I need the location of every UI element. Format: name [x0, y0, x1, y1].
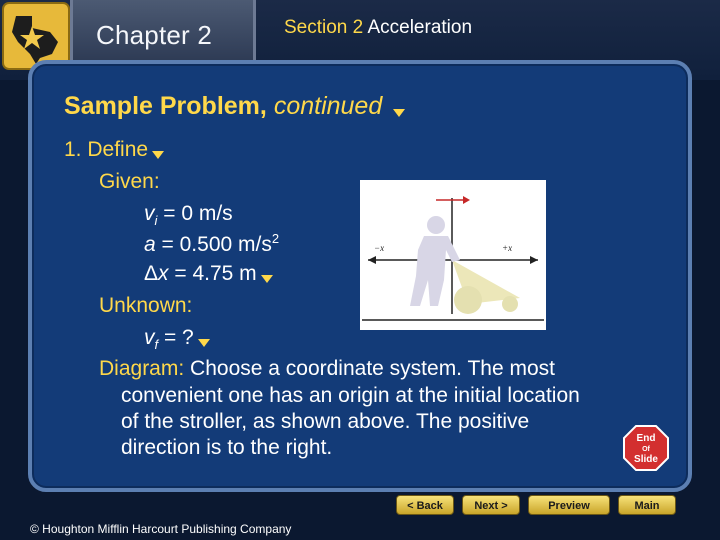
section-prefix: Section 2: [284, 17, 364, 38]
diagram-line-4: direction is to the right.: [121, 436, 333, 459]
step-define: [64, 138, 164, 162]
diagram-label: Diagram:: [99, 357, 185, 380]
heading-continued: continued: [273, 92, 383, 120]
copyright-footer: © Houghton Mifflin Harcourt Publishing Company: [30, 522, 292, 536]
chapter-label: Chapter 2: [96, 20, 212, 50]
preview-button[interactable]: Preview: [528, 495, 610, 515]
expand-arrow-icon[interactable]: [198, 339, 210, 347]
unknown-label: Unknown:: [99, 294, 193, 317]
end-mid-label: Of: [642, 446, 650, 453]
diagram-line-2: convenient one has an origin at the initial location: [121, 384, 580, 407]
expand-arrow-icon[interactable]: [393, 109, 405, 117]
given-dx: Δx = 4.75 m: [144, 262, 273, 286]
expand-arrow-icon[interactable]: [152, 151, 164, 159]
neg-x-label: −x: [374, 243, 385, 253]
section-name: Acceleration: [367, 17, 473, 38]
given-a: a = 0.500 $m/s^2$: [144, 231, 280, 256]
end-of-slide-button[interactable]: [622, 424, 670, 472]
stroller-illustration: [360, 180, 546, 330]
slide-heading: [64, 92, 405, 121]
next-button[interactable]: Next >: [462, 495, 520, 515]
given-label: Given:: [99, 170, 160, 193]
diagram-line-1: Choose a coordinate system. The most: [190, 357, 556, 380]
section-title: [284, 17, 472, 39]
end-bottom-label: Slide: [634, 454, 658, 465]
heading-main: Sample Problem,: [64, 92, 267, 120]
step-label: 1. Define: [64, 138, 149, 161]
stroller-diagram: [360, 180, 546, 330]
diagram-text-1: [99, 357, 555, 381]
end-top-label: End: [636, 433, 656, 444]
pos-x-label: +x: [502, 243, 513, 253]
main-button[interactable]: Main: [618, 495, 676, 515]
expand-arrow-icon[interactable]: [261, 275, 273, 283]
unknown-vf: $v_f$ = ?: [144, 326, 210, 352]
back-button[interactable]: < Back: [396, 495, 454, 515]
diagram-line-3: of the stroller, as shown above. The positive: [121, 410, 530, 433]
given-vi: $v_i = 0$ m/s: [144, 202, 233, 229]
